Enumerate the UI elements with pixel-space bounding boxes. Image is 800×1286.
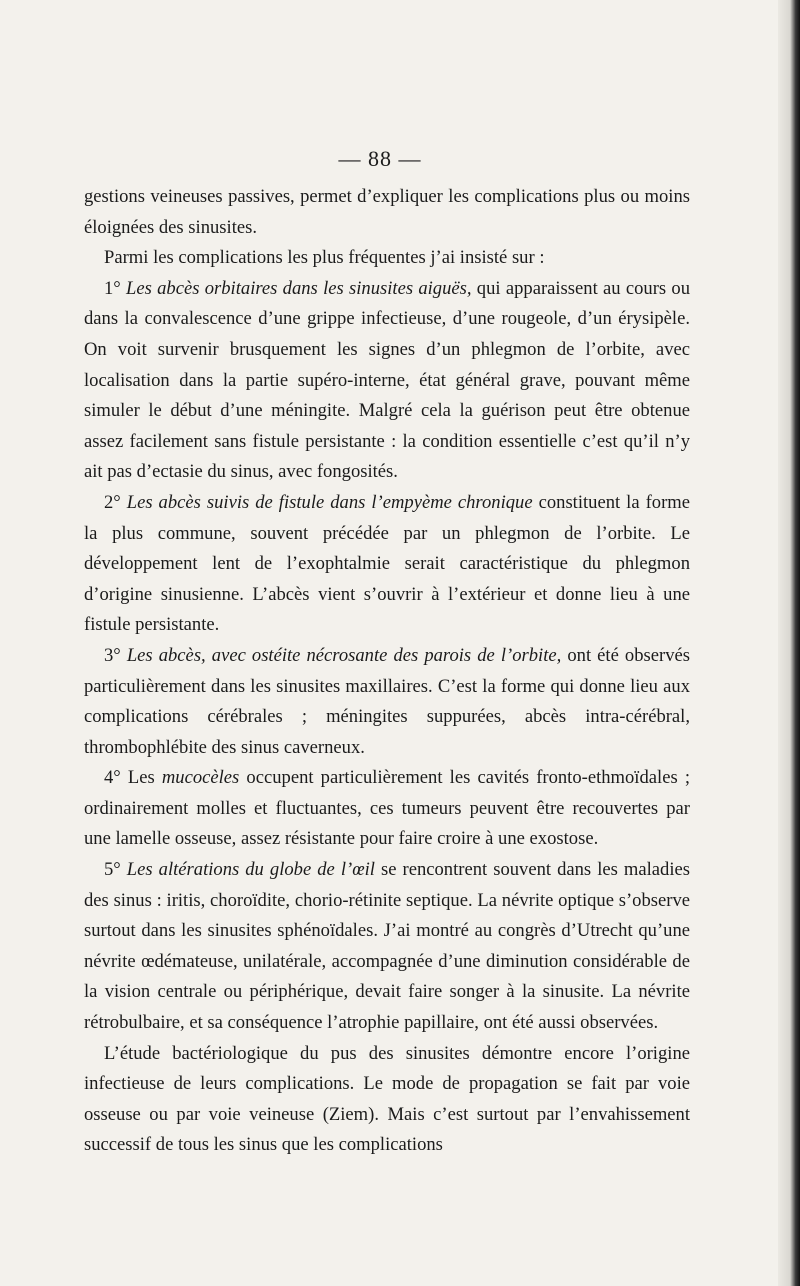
paragraph-text: qui apparaissent au cours ou dans la convalescence d’une grippe infectieuse, d’une rougeole, d’un érysipèle. On voit survenir brusquement les signes d’un phlegmon de l’orbite, avec localisation dans la partie supéro-interne, état général grave, pouvant même simuler le début d’une méningite. Malgré cela la guérison peut être obtenue assez facilement sans fistule persistante : la condition essentielle c’est qu’il n’y ait pas d’ectasie du sinus, avec fongosités. [84,277,690,483]
paragraph-lead: Les [127,767,162,789]
paragraph-item-2 [84,488,690,641]
page-edge-shadow [778,0,800,1286]
paragraph-text: Parmi les complications les plus fréquentes j’ai insisté sur : [104,247,545,269]
paragraph-text: constituent la forme la plus commune, souvent précédée par un phlegmon de l’orbite. Le développement lent de l’exophtalmie serait caractéristique du phlegmon d’origine sinusienne. L’abcès vient s’ouvrir à l’extérieur et donne lieu à une fistule persistante. [84,491,690,636]
paragraph-conclusion [84,1039,690,1161]
paragraph-item-5 [84,855,690,1039]
paragraph-text: ont été observés particulièrement dans les sinusites maxillaires. C’est la forme qui donne lieu aux complications cérébrales ; méningites suppurées, abcès intra-cérébral, thrombophlébite des sinus caverneux. [84,644,690,758]
text-body [84,182,690,1161]
italic-heading: Les abcès, avec ostéite nécrosante des parois de l’orbite, [126,644,562,666]
page-number: — 88 — [338,146,422,171]
paragraph-continuation [84,182,690,243]
item-number: 1° [104,277,121,299]
item-number: 3° [104,644,121,666]
italic-heading: Les abcès suivis de fistule dans l’empyème chronique [126,491,533,513]
paragraph-item-4 [84,763,690,855]
italic-heading: Les altérations du globe de l’œil [126,859,375,881]
item-number: 4° [104,767,121,789]
item-number: 2° [104,491,121,513]
item-number: 5° [104,859,121,881]
italic-heading: mucocèles [161,767,240,789]
paragraph-item-1 [84,274,690,488]
paragraph-text: L’étude bactériologique du pus des sinusites démontre encore l’origine infectieuse de leurs complications. Le mode de propagation se fait par voie osseuse ou par voie veineuse (Ziem). Mais c’est surtout par l’envahissement successif de tous les sinus que les complications [84,1042,690,1156]
italic-heading: Les abcès orbitaires dans les sinusites aiguës, [126,277,472,299]
paragraph-text: occupent particulièrement les cavités fronto-ethmoïdales ; ordinairement molles et fluctuantes, ces tumeurs peuvent être recouvertes par une lamelle osseuse, assez résistante pour faire croire à une exostose. [84,767,690,850]
paragraph-intro [84,243,690,274]
paragraph-item-3 [84,641,690,763]
paragraph-text: se rencontrent souvent dans les maladies des sinus : iritis, choroïdite, chorio-rétinite septique. La névrite optique s’observe surtout dans les sinusites sphénoïdales. J’ai montré au congrès d’Utrecht qu’une névrite œdémateuse, unilatérale, accompagnée d’une diminution considérable de la vision centrale ou périphérique, devait faire songer à la sinusite. La névrite rétrobulbaire, et sa conséquence l’atrophie papillaire, ont été aussi observées. [84,859,690,1034]
paragraph-text: gestions veineuses passives, permet d’expliquer les complications plus ou moins éloignées des sinusites. [84,186,690,238]
